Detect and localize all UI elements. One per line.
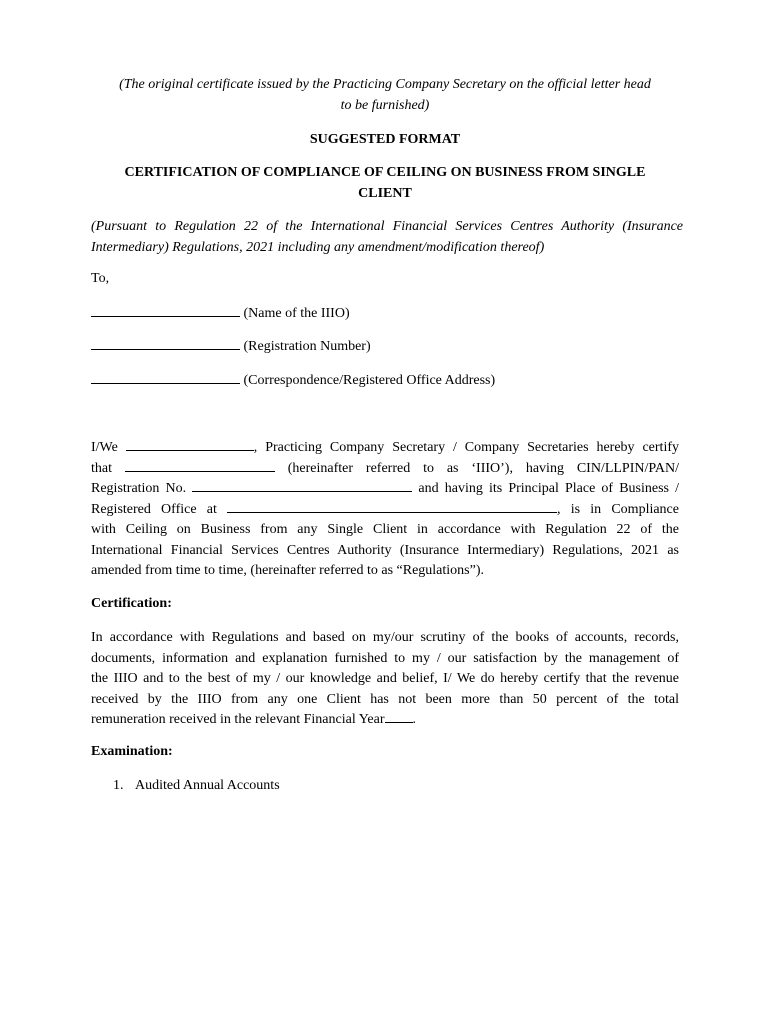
certification-body-line-3: the IIIO and to the best of my / our knowledge and belief, I/ We do hereby certify that the revenue [91,671,679,686]
address-blank [91,372,240,384]
registration-number-label: (Registration Number) [243,339,371,354]
certification-paragraph-line-7: amended from time to time, (hereinafter referred to as “Regulations”). [91,563,484,578]
certification-body-line-1: In accordance with Regulations and based on my/our scrutiny of the books of accounts, records, [91,630,679,645]
certificate-title-line-2: CLIENT [358,185,412,201]
suggested-format-heading: SUGGESTED FORMAT [309,132,461,147]
certification-body [91,628,679,731]
certification-paragraph-line-6: International Financial Services Centres Authority (Insurance Intermediary) Regulations, 2021 as [91,542,679,558]
list-item-number: 1. [113,778,124,793]
address-label: (Correspondence/Registered Office Address) [243,373,496,388]
certification-body-line-5: remuneration received in the relevant Financial Year . [91,712,416,727]
regulation-reference [91,217,683,258]
iiio-name-blank [91,305,240,317]
list-item-text: Audited Annual Accounts [135,778,280,793]
certification-paragraph [91,438,679,582]
certificate-title-line-1: CERTIFICATION OF COMPLIANCE OF CEILING ON BUSINESS FROM SINGLE [124,165,646,180]
registration-number-line [91,338,371,355]
iiio-name-line [91,305,350,322]
certification-paragraph-line-4: Registered Office at , is in Compliance [91,501,679,517]
certification-paragraph-line-5: with Ceiling on Business from any Single Client in accordance with Regulation 22 of the [91,522,679,537]
letterhead-note-line-1: (The original certificate issued by the Practicing Company Secretary on the official letter head [119,77,651,92]
regulation-reference-line-2: Intermediary) Regulations, 2021 including any amendment/modification thereof) [91,239,545,255]
regulation-reference-line-1: (Pursuant to Regulation 22 of the International Financial Services Centres Authority (Insurance [91,219,683,234]
certification-body-line-2: documents, information and explanation furnished to my / our satisfaction by the management of [91,650,679,666]
examination-list-item [113,778,280,794]
certification-paragraph-line-1: I/We , Practicing Company Secretary / Company Secretaries hereby certify [91,440,680,455]
letterhead-note [85,75,685,116]
certification-paragraph-line-2: that (hereinafter referred to as ‘IIIO’), having CIN/LLPIN/PAN/ [91,460,679,476]
certification-paragraph-line-3: Registration No. and having its Principal Place of Business / [91,481,680,496]
addressee-salutation: To, [91,271,110,286]
registration-number-blank [91,338,240,350]
letterhead-note-line-2: to be furnished) [340,97,430,113]
certification-body-line-4: received by the IIIO from any one Client has not been more than 50 percent of the total [91,691,679,707]
certificate-title [91,163,679,204]
iiio-name-label: (Name of the IIIO) [243,306,350,321]
certification-heading: Certification: [91,596,172,611]
examination-heading: Examination: [91,744,173,759]
address-line [91,372,495,389]
